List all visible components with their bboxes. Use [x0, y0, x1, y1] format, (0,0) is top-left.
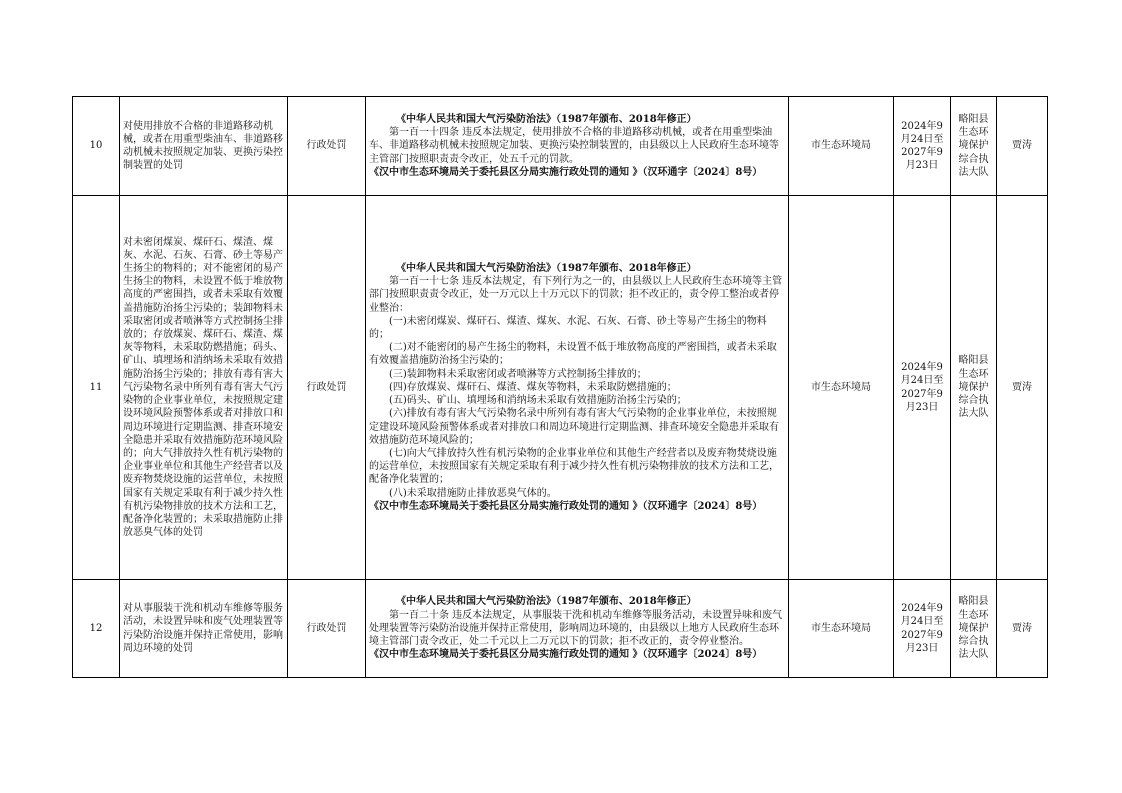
- matter-description: 对使用排放不合格的非道路移动机械，或者在用重型柴油车、非道路移动机械未按照规定加装、更换污染控制装置的处罚: [120, 97, 288, 196]
- matter-category: 行政处罚: [288, 580, 366, 678]
- law-title: 《中华人民共和国大气污染防治法》（1987年颁布、2018年修正）: [396, 113, 697, 125]
- law-clause: (一)未密闭煤炭、煤矸石、煤渣、煤灰、水泥、石灰、石膏、砂土等易产生扬尘的物料的；: [369, 315, 767, 341]
- law-title: 《中华人民共和国大气污染防治法》（1987年颁布、2018年修正）: [396, 596, 697, 608]
- law-clause: (二)对不能密闭的易产生扬尘的物料，未设置不低于堆放物高度的严密围挡，或者未采取有效覆盖措施防治扬尘污染的；: [369, 342, 777, 367]
- legal-basis: [366, 97, 789, 196]
- row-number: 12: [73, 580, 120, 678]
- entrustment-period: 2024年9月24日至2027年9月23日: [894, 97, 951, 196]
- executing-unit: 略阳县生态环境保护综合执法大队: [951, 196, 997, 580]
- responsible-person: 贾涛: [997, 580, 1048, 678]
- row-number: 11: [73, 196, 120, 580]
- notice-title: 《汉中市生态环境局关于委托县区分局实施行政处罚的通知 》（汉环通字〔2024〕8号）: [369, 500, 763, 512]
- entrusting-department: 市生态环境局: [789, 196, 894, 580]
- law-clause: (六)排放有毒有害大气污染物名录中所列有毒有害大气污染物的企业事业单位，未按照规定建设环境风险预警体系或者对排放口和周边环境进行定期监测、排查环境安全隐患并采取有效措施防范环境风险的；: [369, 408, 779, 446]
- notice-title: 《汉中市生态环境局关于委托县区分局实施行政处罚的通知 》（汉环通字〔2024〕8号）: [369, 649, 763, 661]
- law-clause: (七)向大气排放持久性有机污染物的企业事业单位和其他生产经营者以及废弃物焚烧设施的运营单位，未按照国家有关规定采取有利于减少持久性有机污染物排放的技术方法和工艺，配备净化装置的；: [369, 447, 779, 486]
- responsible-person: 贾涛: [997, 97, 1048, 196]
- law-clause: (五)码头、矿山、填埋场和消纳场未采取有效措施防治扬尘污染的；: [389, 395, 687, 407]
- matter-description: 对从事服装干洗和机动车维修等服务活动，未设置异味和废气处理装置等污染防治设施并保持正常使用，影响周边环境的处罚: [120, 580, 288, 678]
- executing-unit: 略阳县生态环境保护综合执法大队: [951, 580, 997, 678]
- law-article: 第一百一十七条 违反本法规定，有下列行为之一的，由县级以上人民政府生态环境等主管部门按照职责责令改正，处一万元以上十万元以下的罚款；拒不改正的，责令停工整治或者停业整治：: [369, 276, 783, 314]
- entrusting-department: 市生态环境局: [789, 580, 894, 678]
- responsible-person: 贾涛: [997, 196, 1048, 580]
- legal-basis: [366, 580, 789, 678]
- authority-table: [72, 96, 1048, 678]
- entrusting-department: 市生态环境局: [789, 97, 894, 196]
- law-clause: (三)装卸物料未采取密闭或者喷淋等方式控制扬尘排放的；: [389, 368, 647, 380]
- row-number: 10: [73, 97, 120, 196]
- table-row: [73, 196, 1048, 580]
- law-article: 第一百二十条 违反本法规定，从事服装干洗和机动车维修等服务活动，未设置异味和废气处理装置等污染防治设施并保持正常使用，影响周边环境的，由县级以上地方人民政府生态环境主管部门责令改正，处二千元以上二万元以下的罚款；拒不改正的，责令停业整治。: [369, 609, 783, 648]
- law-clause: (八)未采取措施防止排放恶臭气体的。: [389, 487, 557, 499]
- table-row: [73, 97, 1048, 196]
- entrustment-period: 2024年9月24日至2027年9月23日: [894, 580, 951, 678]
- legal-basis: [366, 196, 789, 580]
- executing-unit: 略阳县生态环境保护综合执法大队: [951, 97, 997, 196]
- law-article: 第一百一十四条 违反本法规定，使用排放不合格的非道路移动机械，或者在用重型柴油车、非道路移动机械未按照规定加装、更换污染控制装置的，由县级以上人民政府生态环境等主管部门按照职责责令改正，处五千元的罚款。: [369, 127, 779, 165]
- matter-category: 行政处罚: [288, 196, 366, 580]
- law-clause: (四)存放煤炭、煤矸石、煤渣、煤灰等物料，未采取防燃措施的；: [389, 381, 677, 393]
- entrustment-period: 2024年9月24日至2027年9月23日: [894, 196, 951, 580]
- notice-title: 《汉中市生态环境局关于委托县区分局实施行政处罚的通知 》（汉环通字〔2024〕8号）: [369, 166, 763, 178]
- table-row: [73, 580, 1048, 678]
- matter-category: 行政处罚: [288, 97, 366, 196]
- matter-description: 对未密闭煤炭、煤矸石、煤渣、煤灰、水泥、石灰、石膏、砂土等易产生扬尘的物料的；对不能密闭的易产生扬尘的物料，未设置不低于堆放物高度的严密围挡，或者未采取有效覆盖措施防治扬尘污染的；装卸物料未采取密闭或者喷淋等方式控制扬尘排放的；存放煤炭、煤矸石、煤渣、煤灰等物料，未采取防燃措施；码头、矿山、填埋场和消纳场未采取有效措施防治扬尘污染的；排放有毒有害大气污染物名录中所列有毒有害大气污染物的企业事业单位，未按照规定建设环境风险预警体系或者对排放口和周边环境进行定期监测、排查环境安全隐患并采取有效措施防范环境风险的；向大气排放持久性有机污染物的企业事业单位和其他生产经营者以及废弃物焚烧设施的运营单位，未按照国家有关规定采取有利于减少持久性有机污染物排放的技术方法和工艺，配备净化装置的；未采取措施防止排放恶臭气体的处罚: [120, 196, 288, 580]
- law-title: 《中华人民共和国大气污染防治法》（1987年颁布、2018年修正）: [396, 263, 697, 275]
